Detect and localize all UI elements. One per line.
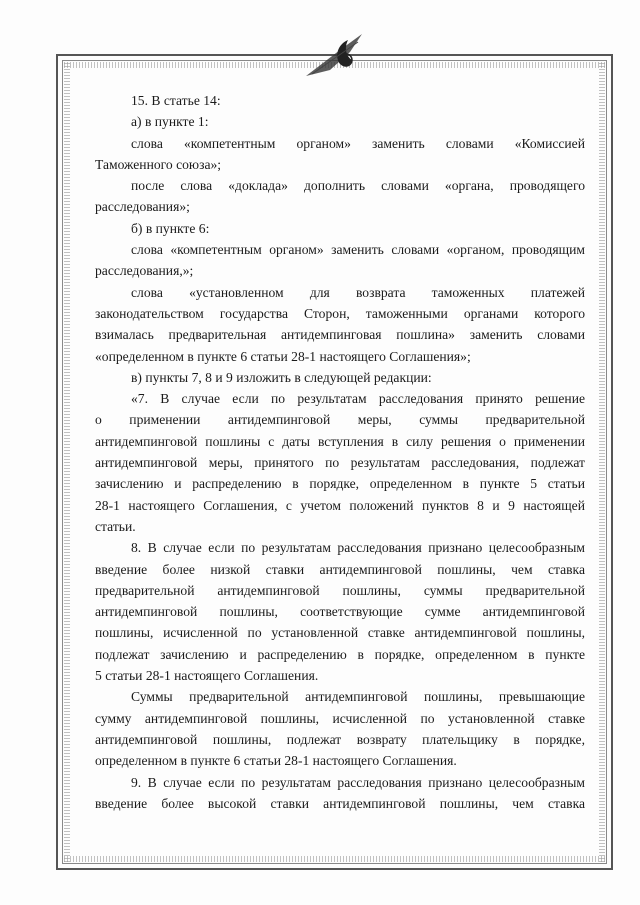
text-line: антидемпинговой пошлины с даты вступления в силу решения о применении bbox=[95, 433, 585, 449]
text-line: слова «установленном для возврата таможенных платежей bbox=[131, 284, 585, 300]
border-ornament-bottom bbox=[64, 856, 605, 862]
text-line: взималась предварительная антидемпинговая пошлина» заменить словами bbox=[95, 327, 585, 343]
text-line: законодательством государства Сторон, таможенными органами которого bbox=[95, 305, 585, 321]
text-line: слова «компетентным органом» заменить словами «Комиссией bbox=[131, 135, 585, 151]
text-line: 8. В случае если по результатам расследования признано целесообразным bbox=[131, 540, 585, 556]
text-line: зачислению и распределению в порядке, определенном в пункте 5 статьи bbox=[95, 476, 585, 492]
border-ornament-right bbox=[599, 62, 605, 862]
text-line: Таможенного союза»; bbox=[95, 156, 222, 172]
text-line: определенном в пункте 6 статьи 28-1 настоящего Соглашения. bbox=[95, 753, 457, 769]
border-ornament-left bbox=[64, 62, 70, 862]
text-line: предварительной антидемпинговой пошлины, суммы предварительной bbox=[95, 582, 585, 598]
text-line: 9. В случае если по результатам расследования признано целесообразным bbox=[131, 774, 585, 790]
text-line: статьи. bbox=[95, 518, 136, 534]
text-line: «7. В случае если по результатам расследования принято решение bbox=[131, 391, 585, 407]
text-line: «определенном в пункте 6 статьи 28-1 настоящего Соглашения»; bbox=[95, 348, 471, 364]
text-line: Суммы предварительной антидемпинговой пошлины, превышающие bbox=[131, 689, 585, 705]
text-line: введение более высокой ставки антидемпинговой пошлины, чем ставка bbox=[95, 795, 585, 811]
text-line: подлежат зачислению и распределению в порядке, определенном в пункте bbox=[95, 646, 585, 662]
subitem-heading: в) пункты 7, 8 и 9 изложить в следующей редакции: bbox=[131, 369, 432, 385]
section-heading: 15. В статье 14: bbox=[131, 93, 221, 108]
text-line: антидемпинговой пошлины, соответствующие сумме антидемпинговой bbox=[95, 604, 585, 620]
subitem-heading: б) в пункте 6: bbox=[131, 220, 210, 236]
text-line: пошлины, исчисленной по установленной ставке антидемпинговой пошлины, bbox=[95, 625, 585, 641]
document-body bbox=[95, 90, 585, 814]
text-line: слова «компетентным органом» заменить словами «органом, проводящим bbox=[131, 242, 585, 258]
text-line: антидемпинговой пошлины, подлежат возврату плательщику в порядке, bbox=[95, 731, 585, 747]
subitem-heading: а) в пункте 1: bbox=[131, 114, 209, 130]
text-line: 5 статьи 28-1 настоящего Соглашения. bbox=[95, 668, 319, 684]
text-line: расследования»; bbox=[95, 199, 190, 215]
text-line: сумму антидемпинговой пошлины, исчисленной по установленной ставке bbox=[95, 710, 585, 726]
emblem-icon bbox=[300, 30, 370, 82]
text-line: 28-1 настоящего Соглашения, с учетом положений пунктов 8 и 9 настоящей bbox=[95, 497, 585, 513]
text-line: после слова «доклада» дополнить словами «органа, проводящего bbox=[131, 178, 585, 194]
text-line: о применении антидемпинговой меры, суммы предварительной bbox=[95, 412, 585, 428]
text-line: введение более низкой ставки антидемпинговой пошлины, чем ставка bbox=[95, 561, 585, 577]
text-line: антидемпинговой меры, принятого по результатам расследования, подлежат bbox=[95, 455, 585, 471]
text-line: расследования,»; bbox=[95, 263, 194, 279]
